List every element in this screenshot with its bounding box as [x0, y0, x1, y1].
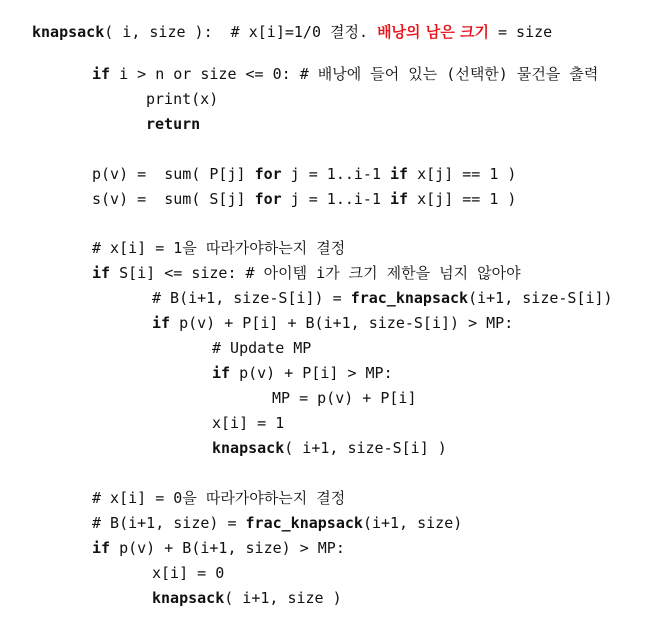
- code-text: p(v) + P[i] + B(i+1, size-S[i]) > MP:: [170, 314, 514, 332]
- keyword: knapsack: [32, 23, 105, 41]
- code-text: # Update MP: [212, 339, 312, 357]
- code-line: [212, 363, 393, 383]
- code-text: MP = p(v) + P[i]: [272, 389, 417, 407]
- keyword: if: [92, 264, 111, 282]
- keyword: frac_knapsack: [245, 514, 363, 532]
- code-line: [92, 263, 521, 283]
- code-line: [92, 64, 598, 84]
- keyword: return: [146, 115, 201, 133]
- code-text: p(v) + P[i] > MP:: [230, 364, 393, 382]
- code-text: ( i, size ): # x[i]=1/0 결정.: [104, 23, 378, 41]
- code-text: p(v) = sum( P[j]: [92, 165, 255, 183]
- code-line: [212, 438, 447, 458]
- keyword: if: [390, 190, 409, 208]
- code-text: j = 1..i-1: [281, 190, 391, 208]
- keyword: if: [390, 165, 409, 183]
- keyword: if: [212, 364, 231, 382]
- code-text: p(v) + B(i+1, size) > MP:: [110, 539, 345, 557]
- highlighted-text: 배낭의 남은 크기: [377, 23, 489, 41]
- keyword: if: [92, 65, 111, 83]
- keyword: for: [254, 190, 282, 208]
- code-line: [212, 338, 311, 358]
- code-text: = size: [488, 23, 553, 41]
- code-line: [152, 313, 513, 333]
- keyword: knapsack: [152, 589, 225, 607]
- code-line: [152, 288, 613, 308]
- code-text: ( i+1, size-S[i] ): [284, 439, 447, 457]
- keyword: for: [254, 165, 282, 183]
- keyword: frac_knapsack: [350, 289, 469, 307]
- code-text: x[j] == 1 ): [408, 190, 517, 208]
- code-text: s(v) = sum( S[j]: [92, 190, 255, 208]
- code-line: [32, 22, 552, 42]
- code-text: (i+1, size): [362, 514, 463, 532]
- code-line: [272, 388, 417, 408]
- code-text: ( i+1, size ): [224, 589, 342, 607]
- code-line: [152, 563, 224, 583]
- code-text: i > n or size <= 0: # 배낭에 들어 있는 (선택한) 물건을 출력: [110, 65, 599, 83]
- keyword: if: [92, 539, 111, 557]
- code-line: [92, 164, 516, 184]
- code-text: print(x): [146, 90, 219, 108]
- code-line: [212, 413, 284, 433]
- code-text: # x[i] = 0을 따라가야하는지 결정: [92, 489, 346, 507]
- code-line: [92, 488, 345, 508]
- code-line: [152, 588, 342, 608]
- code-text: x[j] == 1 ): [408, 165, 517, 183]
- code-text: x[i] = 1: [212, 414, 285, 432]
- code-line: [146, 114, 200, 134]
- keyword: if: [152, 314, 171, 332]
- code-line: [92, 238, 345, 258]
- code-text: j = 1..i-1: [281, 165, 391, 183]
- code-text: # B(i+1, size-S[i]) =: [152, 289, 351, 307]
- code-line: [146, 89, 218, 109]
- code-line: [92, 538, 345, 558]
- code-text: (i+1, size-S[i]): [468, 289, 613, 307]
- code-line: [92, 513, 462, 533]
- code-line: [92, 189, 516, 209]
- code-text: x[i] = 0: [152, 564, 225, 582]
- keyword: knapsack: [212, 439, 285, 457]
- code-text: S[i] <= size: # 아이템 i가 크기 제한을 넘지 않아야: [110, 264, 521, 282]
- code-text: # B(i+1, size) =: [92, 514, 246, 532]
- code-text: # x[i] = 1을 따라가야하는지 결정: [92, 239, 346, 257]
